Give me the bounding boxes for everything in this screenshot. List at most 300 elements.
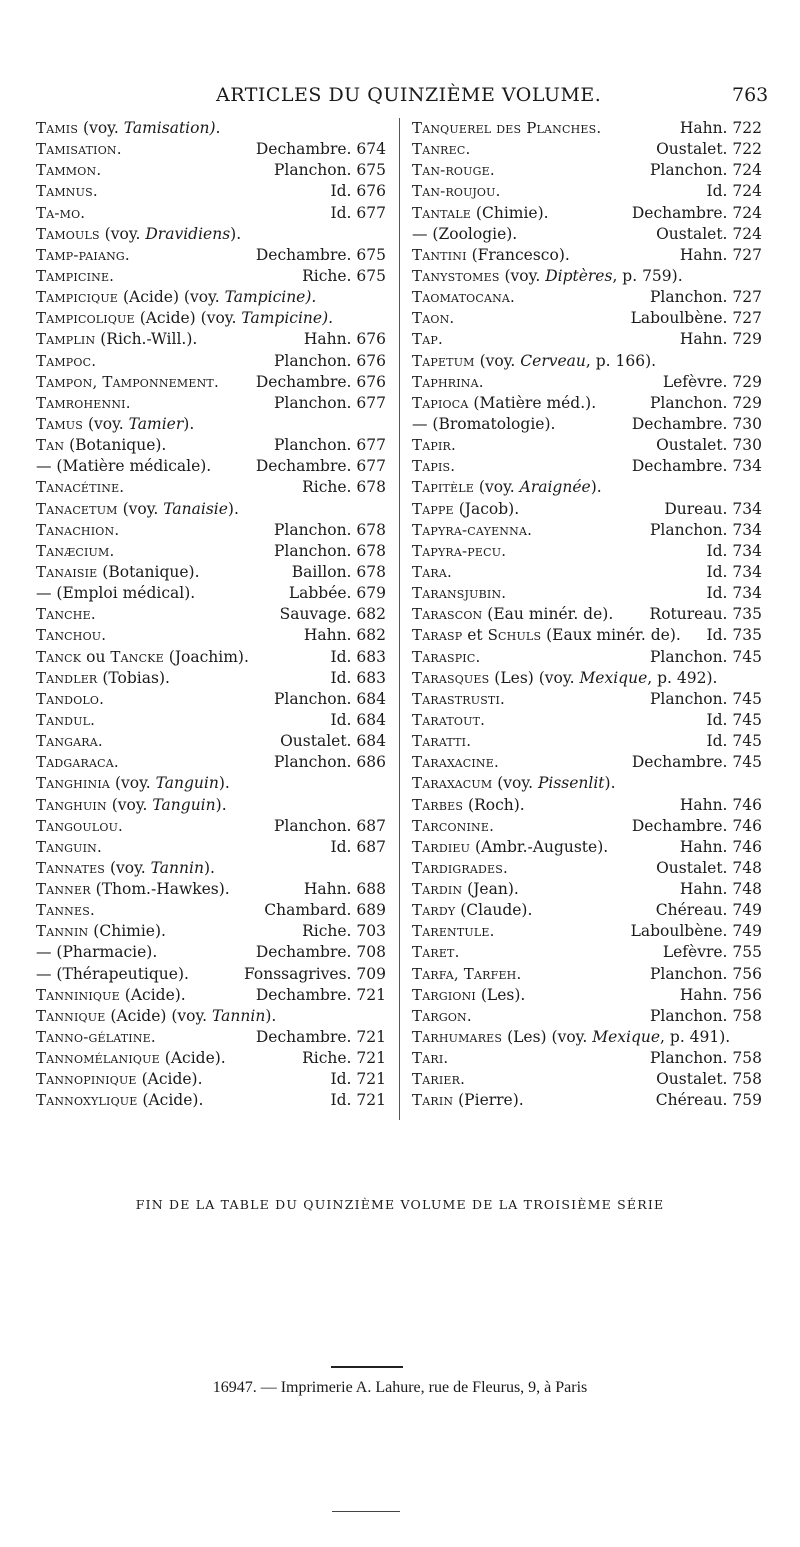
entry-headword: Tamnus. [36,182,98,201]
entry-qualifier: (voy. [106,795,153,814]
index-entry [36,1090,386,1111]
entry-author: Baillon. [291,562,352,581]
entry-attribution [280,731,386,752]
entry-term [36,752,119,773]
entry-page: 674 [351,140,386,159]
entry-headword: Tanguin. [36,837,102,856]
entry-attribution [274,160,386,181]
entry-headword: Tangara. [36,732,103,751]
entry-page: 758 [727,1006,762,1025]
entry-attribution [650,689,762,710]
entry-author: Sauvage. [279,605,352,624]
entry-author: Id. [706,562,728,581]
entry-headword: Tardin [412,880,463,899]
entry-term [36,1090,203,1111]
entry-headword: Tamrohenni. [36,393,131,412]
entry-attribution [650,393,762,414]
entry-author: Hahn. [679,119,728,137]
entry-headword: Tarentule. [412,922,495,941]
index-entry [36,435,386,456]
entry-author: Planchon. [649,964,728,983]
index-entry [36,520,386,541]
entry-qualifier: et [462,626,488,645]
index-entry [36,1027,386,1048]
index-entry [36,604,386,625]
index-entry [412,329,762,350]
entry-author: Planchon. [649,520,728,539]
entry-term [36,625,106,646]
entry-term [36,985,186,1006]
entry-term [412,879,519,900]
entry-qualifier: — (Zoologie). [412,224,518,243]
entry-author: Lefèvre. [662,943,728,962]
index-entry [412,224,762,245]
entry-page: 682 [351,605,386,624]
entry-page: 722 [727,140,762,159]
entry-attribution [274,393,386,414]
entry-author: Hahn. [303,626,352,645]
index-entry [412,773,762,794]
entry-page: 683 [351,668,386,687]
index-entry [36,266,386,287]
entry-term [36,583,195,604]
entry-qualifier: (voy. [492,774,538,793]
entry-attribution [650,520,762,541]
entry-term [36,266,114,287]
entry-crossref: Tanguin [155,774,219,793]
entry-page: 703 [351,922,386,941]
entry-attribution [331,1090,387,1111]
entry-attribution [632,456,762,477]
entry-page: 734 [727,457,762,476]
entry-term [36,773,230,794]
entry-attribution [656,900,762,921]
bottom-rule [332,1511,400,1512]
entry-attribution [304,879,386,900]
entry-qualifier: (Francesco). [466,245,570,264]
entry-term [36,372,219,393]
entry-author: Planchon. [649,393,728,412]
entry-page: 676 [351,351,386,370]
entry-term [36,181,98,202]
index-entry [412,837,762,858]
index-entry [412,181,762,202]
entry-term [412,139,470,160]
entry-term [412,710,485,731]
entry-headword: Tanachion. [36,520,120,539]
entry-qualifier: , p. 759). [612,266,683,285]
entry-page: 756 [727,964,762,983]
entry-page: 745 [727,689,762,708]
index-entry [412,921,762,942]
index-entry [36,625,386,646]
entry-page: 746 [727,837,762,856]
index-column-left [36,118,386,1112]
index-entry [36,224,386,245]
entry-headword: Tannates [36,858,106,877]
entry-term [412,1027,730,1048]
index-entry [412,647,762,668]
entry-headword: Tangoulou. [36,816,124,835]
index-entry [36,858,386,879]
entry-author: Planchon. [273,161,352,180]
entry-author: Planchon. [649,1049,728,1068]
entry-author: Planchon. [273,753,352,772]
entry-author: Id. [330,1070,352,1089]
entry-attribution [650,1006,762,1027]
entry-page: 734 [727,541,762,560]
entry-term [412,900,532,921]
entry-author: Chéreau. [655,901,728,920]
entry-headword: Tapetum [412,351,475,370]
entry-author: Hahn. [679,880,728,899]
entry-attribution [274,351,386,372]
index-entry [36,816,386,837]
entry-term [412,372,484,393]
entry-page: 734 [727,584,762,603]
entry-page: 675 [351,266,386,285]
entry-headword: Tampon, Tamponnement. [36,372,219,391]
entry-term [412,351,656,372]
entry-term [36,900,95,921]
entry-author: Oustalet. [656,858,728,877]
index-entry [412,964,762,985]
entry-term [412,858,508,879]
entry-headword: Tara. [412,562,452,581]
entry-qualifier: ou [81,647,111,666]
entry-headword: Tanninique [36,985,120,1004]
entry-qualifier: (Acide) (voy. [134,309,242,328]
index-entry [412,795,762,816]
index-entry [412,604,762,625]
entry-author: Dechambre. [255,457,352,476]
index-entry [412,456,762,477]
entry-headword: Tanno-gélatine. [36,1028,156,1047]
entry-headword: Tamus [36,414,84,433]
entry-term [412,435,456,456]
index-entry [412,499,762,520]
index-column-right [412,118,762,1112]
entry-page: 745 [727,732,762,751]
running-head [0,84,800,110]
entry-attribution [274,435,386,456]
entry-page: 746 [727,816,762,835]
index-entry [36,1006,386,1027]
index-entry [412,266,762,287]
entry-attribution [680,118,762,139]
entry-attribution [656,858,762,879]
index-entry [36,583,386,604]
index-entry [412,1069,762,1090]
entry-page: 758 [727,1049,762,1068]
index-entry [36,203,386,224]
entry-headword: Tamis [36,119,79,137]
entry-headword: Taon. [412,309,455,328]
entry-headword: Tanck [36,647,82,666]
column-divider [399,118,400,1120]
entry-page: 727 [727,309,762,328]
entry-author: Planchon. [273,689,352,708]
index-entry [36,647,386,668]
entry-term [36,224,241,245]
entry-author: Rotureau. [649,605,728,624]
entry-headword: Tanghinia [36,774,111,793]
entry-headword: Tardy [412,901,456,920]
entry-page: 678 [351,520,386,539]
entry-qualifier: (Thom.-Hawkes). [90,880,230,899]
entry-page: 721 [351,985,386,1004]
entry-page: 724 [727,224,762,243]
entry-term [412,456,455,477]
index-entry [36,900,386,921]
entry-page: 730 [727,436,762,455]
index-entry [412,520,762,541]
entry-page: 676 [351,182,386,201]
entry-qualifier: (voy. [474,351,521,370]
page-number: 763 [732,84,769,106]
entry-attribution [631,308,762,329]
entry-author: Dechambre. [631,457,728,476]
index-entry [36,393,386,414]
entry-term [412,964,521,985]
entry-author: Id. [706,732,728,751]
entry-term [412,181,501,202]
entry-headword: Tanacétine. [36,478,125,497]
entry-page: 758 [727,1070,762,1089]
entry-attribution [331,1069,387,1090]
index-entry [412,203,762,224]
entry-term [36,942,157,963]
entry-page: 749 [727,922,762,941]
index-entry [412,435,762,456]
entry-qualifier: (Claude). [455,901,533,920]
entry-author: Riche. [302,478,352,497]
entry-qualifier: Schuls [487,626,542,645]
entry-qualifier: (voy. [83,414,129,433]
entry-qualifier: — (Thérapeutique). [36,964,189,983]
entry-attribution [302,477,386,498]
entry-page: 748 [727,880,762,899]
entry-headword: Tantini [412,245,467,264]
entry-attribution [632,752,762,773]
entry-author: Id. [330,1091,352,1110]
entry-attribution [331,203,387,224]
entry-headword: Tari. [412,1049,449,1068]
entry-attribution [292,562,386,583]
entry-attribution [664,499,762,520]
index-entry [412,879,762,900]
entry-headword: Tandolo. [36,689,105,708]
index-entry [412,245,762,266]
entry-term [412,985,525,1006]
index-entry [36,541,386,562]
entry-term [412,477,602,498]
entry-attribution [331,668,387,689]
entry-headword: Tanæcium. [36,541,115,560]
entry-page: 734 [727,520,762,539]
entry-attribution [302,1048,386,1069]
entry-page: 689 [351,901,386,920]
index-entry [36,1069,386,1090]
entry-headword: Tarin [412,1091,454,1110]
index-entry [412,139,762,160]
index-entry [412,414,762,435]
entry-term [36,139,122,160]
entry-qualifier: (voy. [78,119,124,137]
entry-qualifier: (Botanique). [64,436,167,455]
index-entry [36,139,386,160]
entry-attribution [256,245,386,266]
entry-author: Hahn. [303,330,352,349]
index-entry [36,795,386,816]
running-head-title: ARTICLES DU QUINZIÈME VOLUME. [216,84,602,106]
entry-attribution [274,752,386,773]
entry-attribution [680,879,762,900]
entry-term [36,964,189,985]
entry-page: 734 [727,562,762,581]
entry-qualifier: (Acide) (voy. [118,288,225,307]
index-entry [36,731,386,752]
entry-headword: Tap. [412,330,443,349]
entry-headword: Taomatocana. [412,288,516,307]
index-entry [412,1006,762,1027]
entry-qualifier: , p. 166). [585,351,657,370]
entry-author: Riche. [302,1049,352,1068]
entry-crossref: Tannin [212,1006,266,1025]
entry-term [412,329,443,350]
entry-headword: Tamp-paiang. [36,245,130,264]
entry-headword: Tanquerel des Planches. [412,119,602,137]
entry-page: 734 [727,499,762,518]
entry-headword: Tannin [36,922,89,941]
entry-qualifier: (Acide) (voy. [105,1006,213,1025]
entry-attribution [707,731,763,752]
entry-term [412,520,532,541]
entry-attribution [274,520,386,541]
entry-qualifier: ). [604,774,616,793]
entry-headword: Tanner [36,880,91,899]
entry-qualifier: Tancke [110,647,164,666]
entry-qualifier: ). [590,478,602,497]
entry-attribution [304,625,386,646]
entry-qualifier: (Les). [475,985,526,1004]
entry-term [36,245,130,266]
entry-crossref: Cerveau [520,351,586,370]
entry-page: 678 [351,541,386,560]
entry-qualifier: (Tobias). [97,668,170,687]
entry-page: 675 [351,245,386,264]
entry-headword: Tannomélanique [36,1049,160,1068]
index-entry [36,372,386,393]
index-entry [36,773,386,794]
entry-term [412,583,506,604]
index-entry [36,308,386,329]
entry-author: Hahn. [679,330,728,349]
entry-author: Oustalet. [656,140,728,159]
entry-author: Fonssagrives. [244,964,352,983]
entry-author: Laboulbène. [630,309,728,328]
entry-qualifier: ). [230,224,242,243]
entry-attribution [632,203,762,224]
index-entry [412,900,762,921]
entry-page: 724 [727,182,762,201]
entry-author: Planchon. [649,288,728,307]
entry-term [36,921,166,942]
entry-term [412,287,515,308]
index-entry [36,414,386,435]
entry-page: 749 [727,901,762,920]
index-entry [412,287,762,308]
entry-attribution [632,414,762,435]
entry-headword: Tan [36,436,65,455]
entry-attribution [256,372,386,393]
entry-crossref: Mexique [579,668,648,687]
index-entry [36,118,386,139]
entry-attribution [650,1048,762,1069]
entry-term [36,816,123,837]
entry-qualifier: (voy. [110,774,156,793]
entry-author: Oustalet. [656,224,728,243]
entry-author: Riche. [302,266,352,285]
entry-term [412,160,495,181]
entry-attribution [302,921,386,942]
entry-page: 759 [727,1091,762,1110]
entry-term [36,879,230,900]
entry-attribution [274,689,386,710]
entry-crossref: Diptères [545,266,613,285]
index-entry [36,351,386,372]
entry-term [36,837,102,858]
entry-headword: Tammon. [36,161,102,180]
entry-author: Hahn. [679,245,728,264]
entry-author: Dechambre. [631,816,728,835]
entry-page: 729 [727,372,762,391]
entry-author: Dechambre. [255,140,352,159]
entry-attribution [264,900,386,921]
entry-term [36,308,333,329]
entry-qualifier: (voy. [117,499,164,518]
entry-page: 724 [727,203,762,222]
entry-page: 677 [351,393,386,412]
entry-page: 686 [351,753,386,772]
entry-page: 745 [727,753,762,772]
entry-headword: Tannoxylique [36,1091,138,1110]
entry-attribution [650,647,762,668]
entry-author: Planchon. [649,1006,728,1025]
entry-headword: Tarasp [412,626,463,645]
entry-headword: Tapis. [412,457,456,476]
entry-term [36,731,103,752]
entry-attribution [331,710,387,731]
entry-headword: Tarastrusti. [412,689,505,708]
index-entry [36,245,386,266]
entry-author: Planchon. [273,541,352,560]
entry-term [36,710,95,731]
entry-headword: Tampoc. [36,351,97,370]
entry-attribution [632,816,762,837]
entry-qualifier: (Chimie). [471,203,549,222]
entry-term [36,351,96,372]
entry-headword: Taraxacum [412,774,493,793]
entry-term [412,625,681,646]
entry-headword: Tanystomes [412,266,500,285]
entry-qualifier: (voy. [99,224,146,243]
entry-page: 684 [351,710,386,729]
index-entry [412,562,762,583]
entry-attribution [256,1027,386,1048]
entry-headword: Tapioca [412,393,469,412]
entry-headword: Tamouls [36,224,100,243]
